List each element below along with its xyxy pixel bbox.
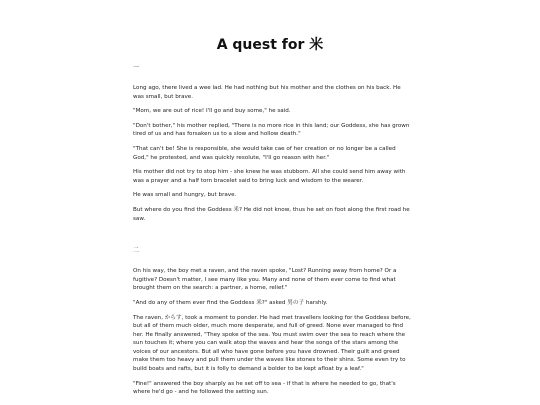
paragraph: He was small and hungry, but brave.: [133, 192, 237, 199]
paragraph: "And do any of them ever find the Goddess 米?" asked 男の子 harshly.: [133, 299, 328, 306]
section-heading: 二: [133, 247, 140, 255]
page-title: A quest for 米: [216, 37, 324, 53]
paragraph: "Don't bother," his mother replied, "There is no more rice in this land; our Goddess, she has grown tired of us and has forsaken us to a slow and hollow death.": [133, 122, 410, 138]
paragraph: Long ago, there lived a wee lad. He had nothing but his mother and the clothes on his back. He was small, but brave.: [133, 85, 401, 100]
story-content: [133, 64, 411, 403]
section-heading: 一: [133, 64, 140, 71]
paragraph: The raven, からす, took a moment to ponder. He had met travellers looking for the Goddess before, but all of them much older, much more desperate, and full of greed. None ever managed to find her. He finally answered, "They spoke of the sea. You must swim over the sea to reach where the sun touches it; where you can walk atop the waves and hear the songs of the stars among the voices of our ancestors. But all who have gone before you have drowned. Their guilt and greed make them too heavy and pull them under the waves like stones to their shins. Some even try to build boats and rafts, but it is folly to demand a bolder to be kept afloat by a leaf.": [133, 314, 411, 373]
paragraph: But where do you find the Goddess 米? He did not know, thus he set on foot along the first road he saw.: [133, 206, 410, 222]
section-spacer: [133, 229, 411, 247]
paragraph: On his way, the boy met a raven, and the raven spoke, "Lost? Running away from home? Or a fugitive? Doesn't matter, I see many like you. Many and none of them ever come to find what brought them on the search: a partner, a home, relief.": [133, 268, 397, 292]
paragraph: "Mom, we are out of rice! I'll go and buy some," he said.: [133, 108, 291, 115]
paragraph: "That can't be! She is responsible, she would take cae of her creation or no longer be a called God," he protested, and was quickly resolute, "I'll go reason with her.": [133, 145, 396, 161]
section-2: [133, 247, 411, 397]
paragraph: His mother did not try to stop him - she knew he was stubborn. All she could send him away with was a prayer and a half torn bracelet said to bring luck and wisdom to the wearer.: [133, 169, 406, 184]
section-1: [133, 64, 411, 223]
paragraph: "Fine!" answered the boy sharply as he set off to sea - if that is where he needed to go, that's where he'd go - and he followed the setting sun.: [133, 380, 396, 396]
